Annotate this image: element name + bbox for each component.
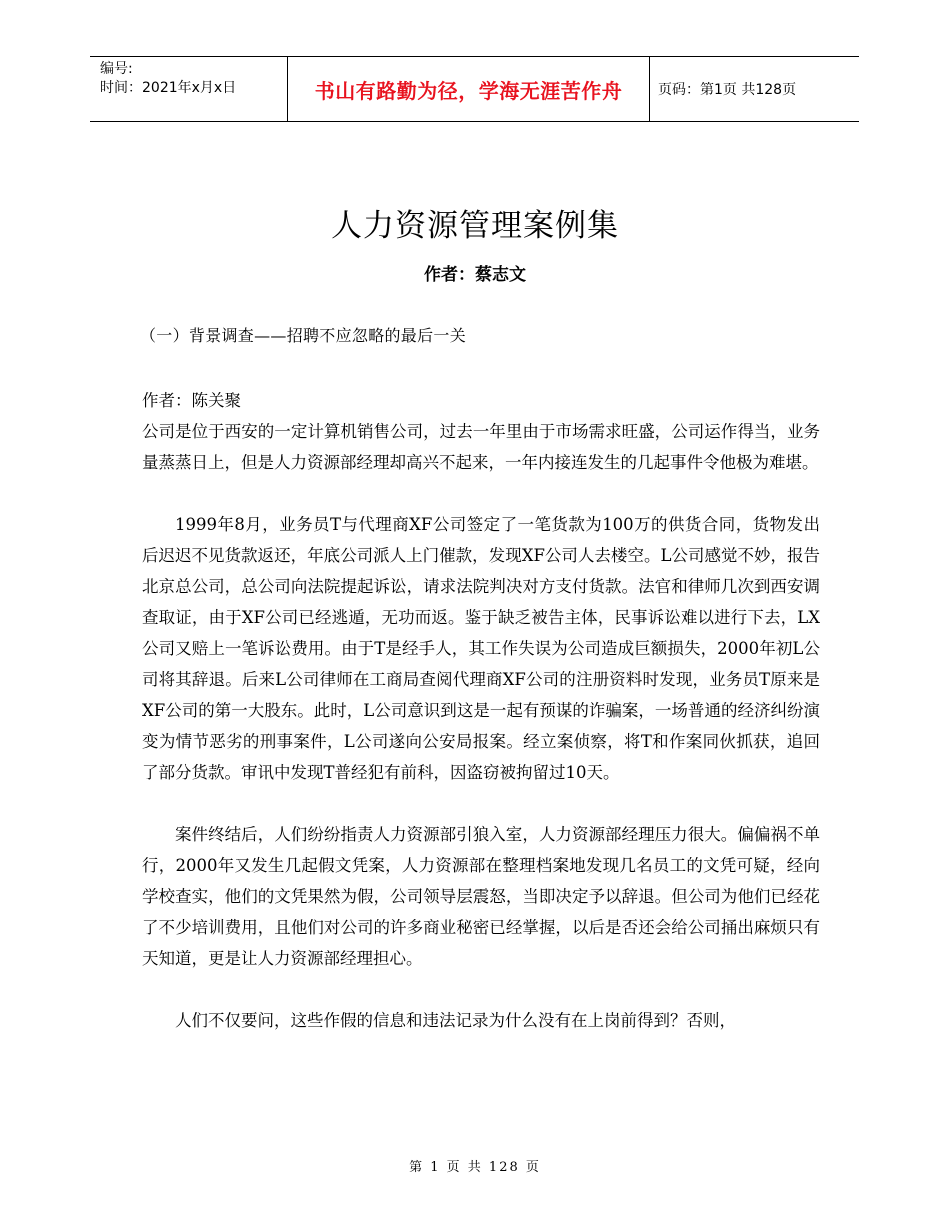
paragraph: 公司是位于西安的一定计算机销售公司，过去一年里由于市场需求旺盛，公司运作得当，业务量蒸蒸日上，但是人力资源部经理却高兴不起来，一年内接连发生的几起事件令他极为难堪。 — [142, 422, 820, 472]
document-author: 作者：蔡志文 — [424, 265, 526, 285]
paragraph: 案件终结后，人们纷纷指责人力资源部引狼入室，人力资源部经理压力很大。偏偏祸不单行，2000年又发生几起假文凭案，人力资源部在整理档案地发现几名员工的文凭可疑，经向学校查实，他们的文凭果然为假，公司领导层震怒，当即决定予以辞退。但公司为他们已经花了不少培训费用，且他们对公司的许多商业秘密已经掌握，以后是否还会给公司捅出麻烦只有天知道，更是让人力资源部经理担心。 — [142, 825, 820, 968]
page-footer: 第 1 页 共 128 页 — [409, 1160, 541, 1175]
header-page-info: 页码：第1页 共128页 — [658, 82, 797, 98]
section-body — [142, 385, 820, 1036]
section-author: 作者：陈关聚 — [142, 391, 241, 410]
page-header — [90, 56, 859, 122]
header-meta — [90, 57, 287, 121]
section-heading: （一）背景调查——招聘不应忽略的最后一关 — [140, 326, 467, 345]
paragraph: 1999年8月，业务员T与代理商XF公司签定了一笔货款为100万的供货合同，货物发出后迟迟不见货款返还，年底公司派人上门催款，发现XF公司人去楼空。L公司感觉不妙，报告北京总公司，总公司向法院提起诉讼，请求法院判决对方支付货款。法官和律师几次到西安调查取证，由于XF公司已经逃遁，无功而返。鉴于缺乏被告主体，民事诉讼难以进行下去，LX公司又赔上一笔诉讼费用。由于T是经手人，其工作失误为公司造成巨额损失，2000年初L公司将其辞退。后来L公司律师在工商局查阅代理商XF公司的注册资料时发现，业务员T原来是XF公司的第一大股东。此时，L公司意识到这是一起有预谋的诈骗案，一场普通的经济纠纷演变为情节恶劣的刑事案件，L公司遂向公安局报案。经立案侦察，将T和作案同伙抓获，追回了部分货款。审讯中发现T普经犯有前科，因盗窃被拘留过10天。 — [142, 515, 820, 782]
header-motto: 书山有路勤为径，学海无涯苦作舟 — [287, 57, 650, 121]
document-time-label: 时间：2021年x月x日 — [100, 80, 237, 96]
paragraph: 人们不仅要问，这些作假的信息和违法记录为什么没有在上岗前得到？否则， — [175, 1011, 736, 1030]
document-number-label: 编号: — [100, 61, 133, 77]
document-title: 人力资源管理案例集 — [331, 208, 619, 244]
